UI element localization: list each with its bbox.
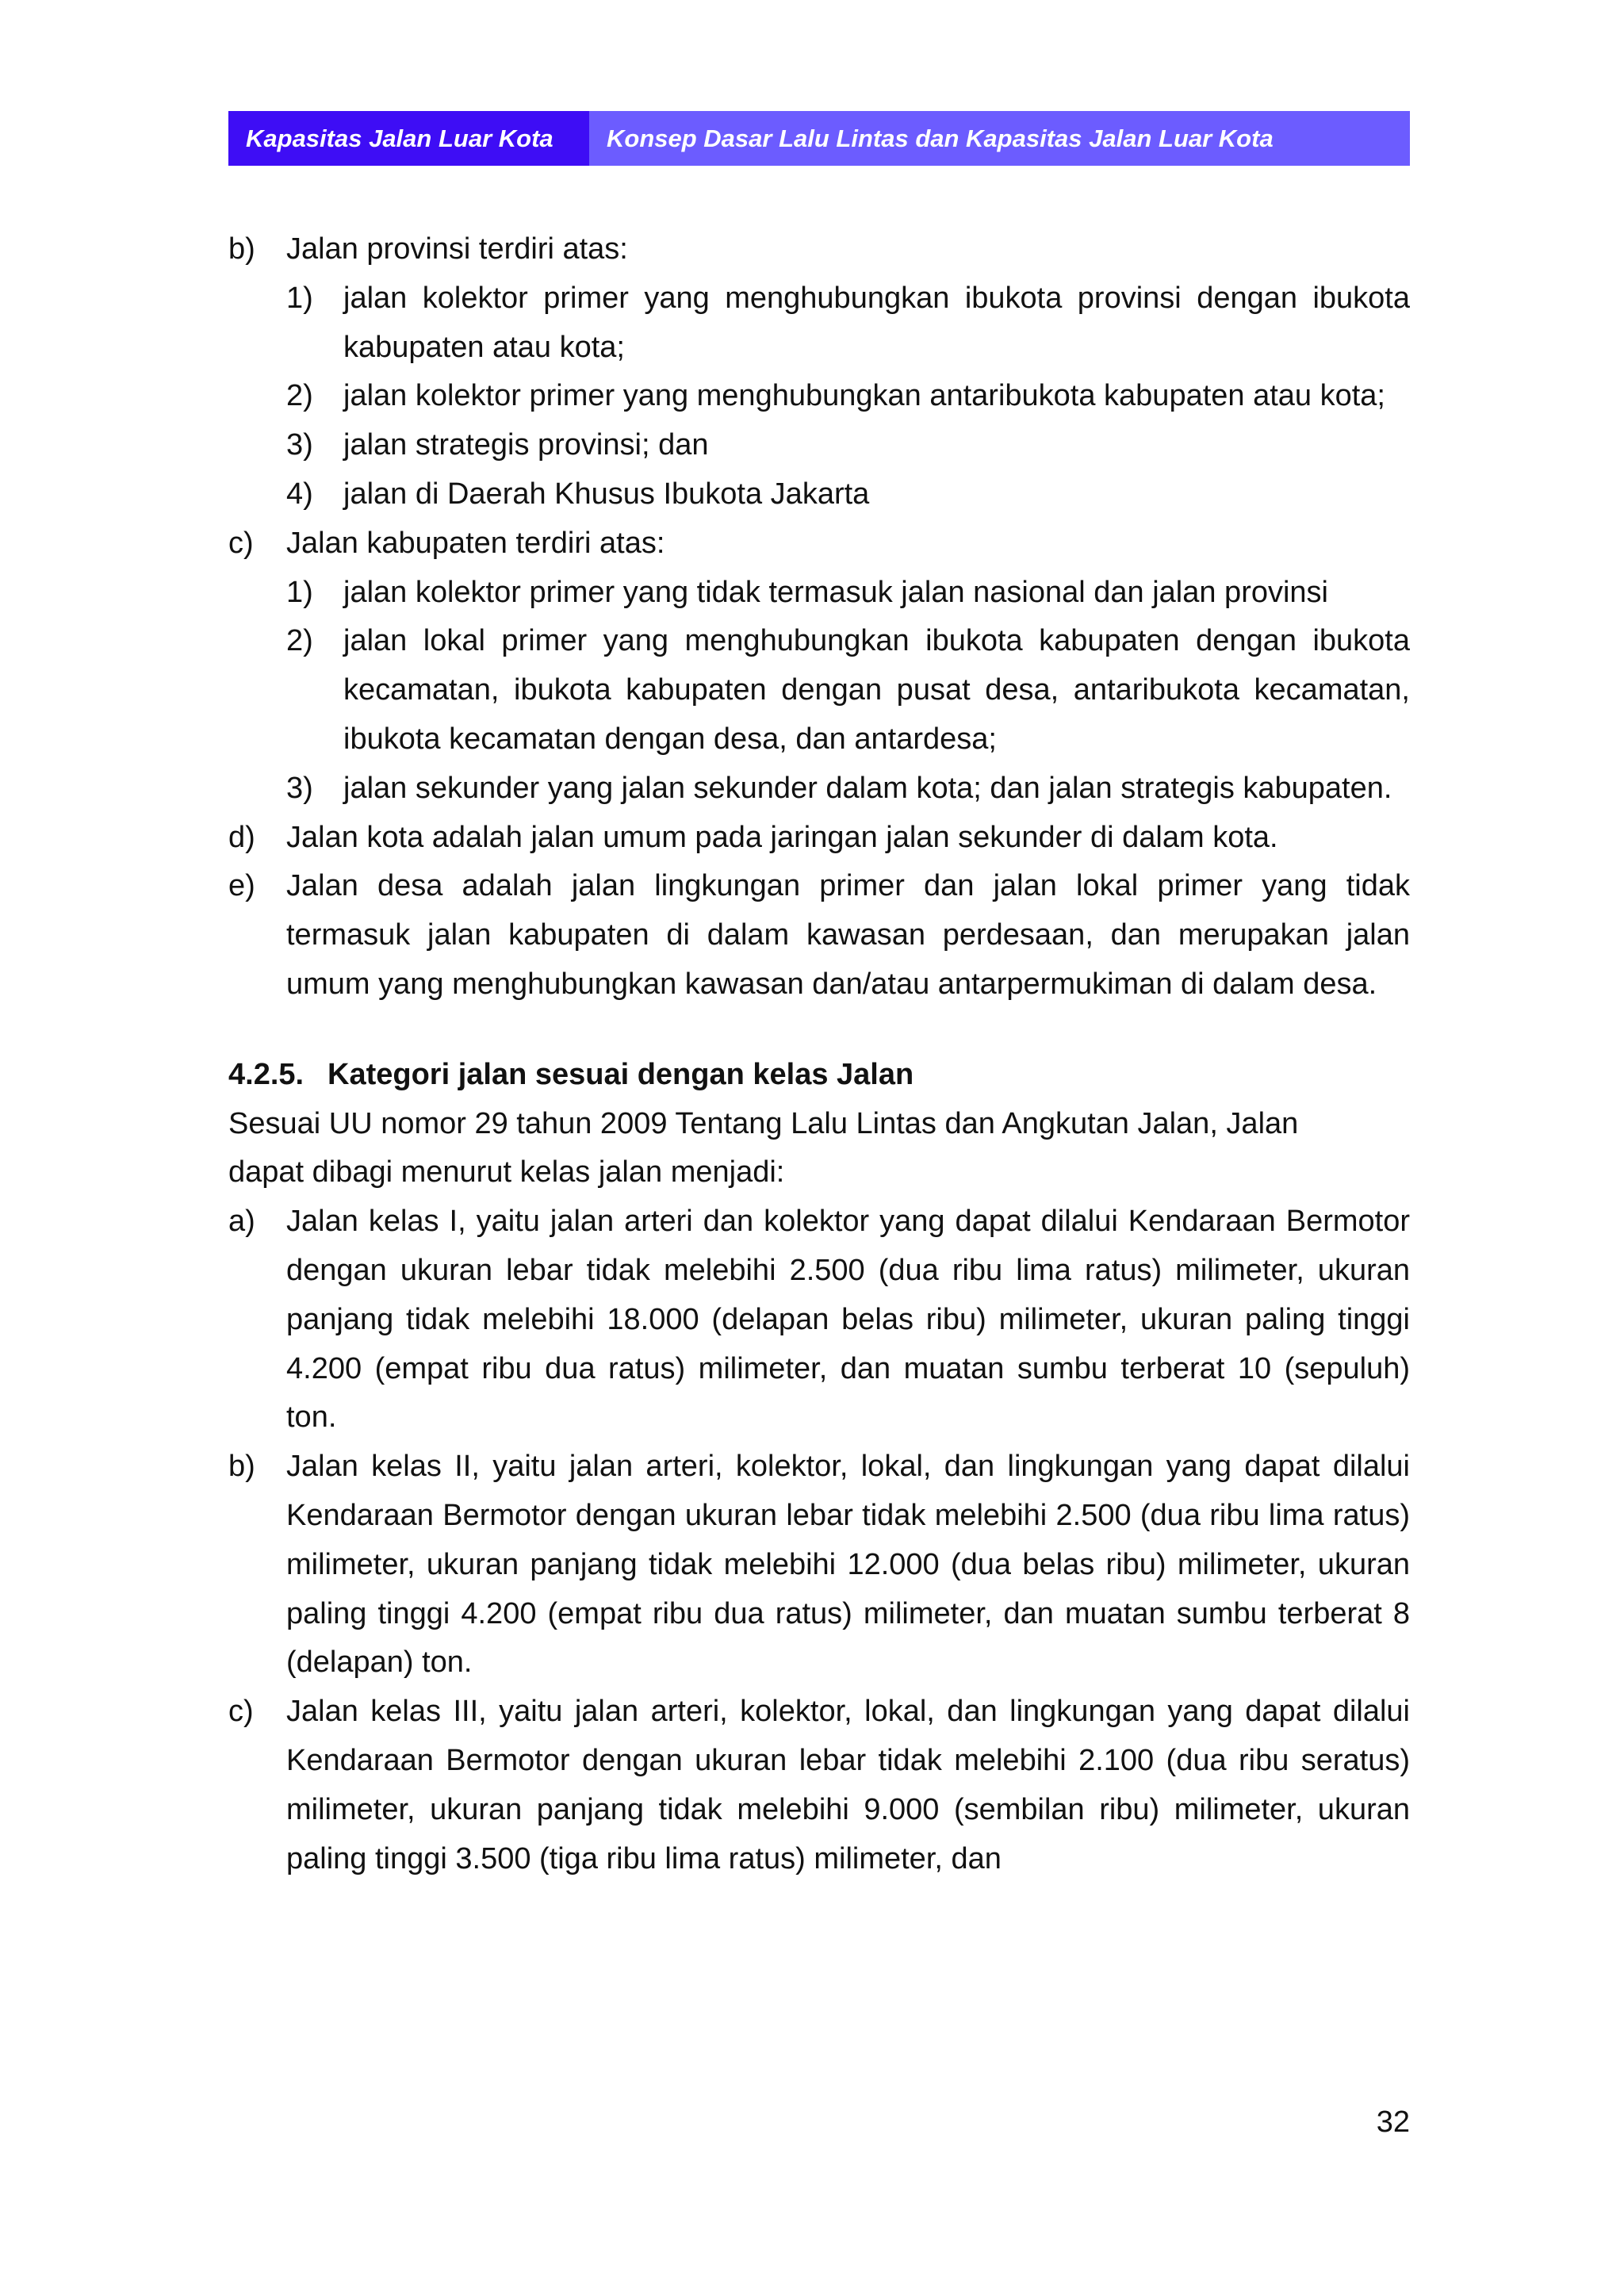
list-text: Jalan kabupaten terdiri atas: [286, 526, 665, 560]
sub-list-item [228, 372, 1410, 421]
list-text: Jalan kelas III, yaitu jalan arteri, kolektor, lokal, dan lingkungan yang dapat dilalui Kendaraan Bermotor dengan ukuran lebar tidak melebihi 2.100 (dua ribu seratus) milimeter, ukuran panjang tidak melebihi 9.000 (sembilan ribu) milimeter, ukuran paling tinggi 3.500 (tiga ribu lima ratus) milimeter, dan [286, 1695, 1410, 1875]
page-body [228, 225, 1410, 1883]
sub-list-text: jalan kolektor primer yang menghubungkan ibukota provinsi dengan ibukota kabupaten atau kota; [343, 281, 1410, 364]
sub-list-label: 1) [286, 281, 313, 315]
page-number: 32 [1376, 2105, 1410, 2139]
list-text: Jalan kelas I, yaitu jalan arteri dan kolektor yang dapat dilalui Kendaraan Bermotor dengan ukuran lebar tidak melebihi 2.500 (dua ribu lima ratus) milimeter, ukuran panjang tidak melebihi 18.000 (delapan belas ribu) milimeter, ukuran paling tinggi 4.200 (empat ribu dua ratus) milimeter, dan muatan sumbu terberat 10 (sepuluh) ton. [286, 1205, 1410, 1435]
sub-list-text: jalan kolektor primer yang tidak termasuk jalan nasional dan jalan provinsi [343, 575, 1328, 609]
sub-list-text: jalan sekunder yang jalan sekunder dalam kota; dan jalan strategis kabupaten. [343, 771, 1392, 805]
sub-list-label: 4) [286, 477, 313, 511]
sub-list-item [228, 421, 1410, 470]
list-label: b) [228, 232, 255, 266]
sub-list-item [228, 764, 1410, 814]
list-text: Jalan desa adalah jalan lingkungan primer dan jalan lokal primer yang tidak termasuk jalan kabupaten di dalam kawasan perdesaan, dan merupakan jalan umum yang menghubungkan kawasan dan/atau antarpermukiman di dalam desa. [286, 869, 1410, 1001]
list-text: Jalan provinsi terdiri atas: [286, 232, 628, 266]
list-label: c) [228, 1695, 254, 1729]
list-label: c) [228, 526, 254, 560]
list-item [228, 862, 1410, 1009]
section-title: Kategori jalan sesuai dengan kelas Jalan [327, 1057, 914, 1091]
list-label: d) [228, 820, 255, 854]
running-header [228, 111, 1410, 166]
header-section-title: Konsep Dasar Lalu Lintas dan Kapasitas Jalan Luar Kota [589, 111, 1410, 166]
list-item [228, 1443, 1410, 1688]
header-chapter-title: Kapasitas Jalan Luar Kota [228, 111, 589, 166]
sub-list-text: jalan kolektor primer yang menghubungkan antaribukota kabupaten atau kota; [343, 379, 1385, 413]
list-item [228, 1688, 1410, 1883]
sub-list-text: jalan lokal primer yang menghubungkan ibukota kabupaten dengan ibukota kecamatan, ibukota kabupaten dengan pusat desa, antaribukota kecamatan, ibukota kecamatan dengan desa, dan antardesa; [343, 624, 1410, 756]
list-item [228, 814, 1410, 863]
list-label: b) [228, 1450, 255, 1484]
sub-list-label: 2) [286, 624, 313, 658]
section-number: 4.2.5. [228, 1057, 304, 1091]
sub-list-label: 1) [286, 575, 313, 609]
section-intro-line: Sesuai UU nomor 29 tahun 2009 Tentang Lalu Lintas dan Angkutan Jalan, Jalan [228, 1106, 1299, 1140]
sub-list-item [228, 274, 1410, 373]
sub-list-item [228, 569, 1410, 618]
sub-list-label: 3) [286, 428, 313, 462]
sub-list-text: jalan di Daerah Khusus Ibukota Jakarta [343, 477, 870, 511]
section-spacer [228, 1010, 1410, 1051]
section-heading [228, 1051, 1410, 1100]
list-label: a) [228, 1205, 255, 1239]
sub-list-item [228, 470, 1410, 519]
list-item [228, 225, 1410, 274]
list-item [228, 519, 1410, 569]
list-text: Jalan kelas II, yaitu jalan arteri, kolektor, lokal, dan lingkungan yang dapat dilalui Kendaraan Bermotor dengan ukuran lebar tidak melebihi 2.500 (dua ribu lima ratus) milimeter, ukuran panjang tidak melebihi 12.000 (dua belas ribu) milimeter, ukuran paling tinggi 4.200 (empat ribu dua ratus) milimeter, dan muatan sumbu terberat 8 (delapan) ton. [286, 1450, 1410, 1680]
sub-list-text: jalan strategis provinsi; dan [343, 428, 709, 462]
sub-list-label: 3) [286, 771, 313, 805]
list-item [228, 1197, 1410, 1443]
list-label: e) [228, 869, 255, 903]
section-intro-line: dapat dibagi menurut kelas jalan menjadi: [228, 1155, 785, 1190]
list-text: Jalan kota adalah jalan umum pada jaringan jalan sekunder di dalam kota. [286, 820, 1278, 854]
sub-list-item [228, 617, 1410, 764]
sub-list-label: 2) [286, 379, 313, 413]
